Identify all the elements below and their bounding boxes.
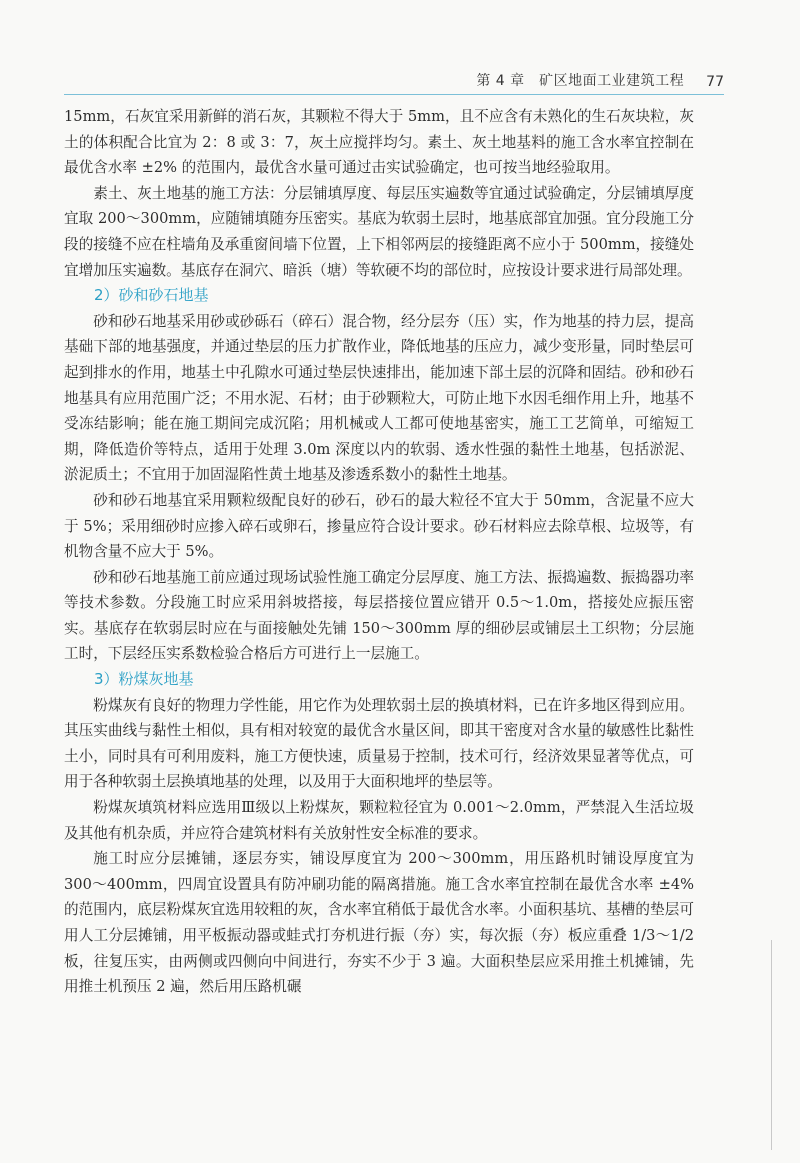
running-header — [64, 62, 724, 95]
section-heading-sand-gravel: 2）砂和砂石地基 — [94, 286, 209, 305]
paragraph-continuation: 15mm，石灰宜采用新鲜的消石灰，其颗粒不得大于 5mm，且不应含有未熟化的生石灰块粒，灰土的体积配合比宜为 2：8 或 3：7，灰土应搅拌均匀。素土、灰土地基料的施工含水率宜控制在最优含水率 ±2% 的范围内，最优含水量可通过击实试验确定，也可按当地经验取用。 — [64, 108, 694, 177]
paragraph-construction-method: 素土、灰土地基的施工方法：分层铺填厚度、每层压实遍数等宜通过试验确定，分层铺填厚度宜取 200～300mm，应随铺填随夯压密实。基底为软弱土层时，地基底部宜加强。宜分段施工分段的接缝不应在柱墙角及承重窗间墙下位置，上下相邻两层的接缝距离不应小于 500mm，接缝处宜增加压实遍数。基底存在洞穴、暗浜（塘）等软硬不均的部位时，应按设计要求进行局部处理。 — [64, 184, 694, 279]
page-edge-line — [771, 940, 772, 1150]
paragraph-fly-ash-material: 粉煤灰填筑材料应选用Ⅲ级以上粉煤灰，颗粒粒径宜为 0.001～2.0mm，严禁混入生活垃圾及其他有机杂质，并应符合建筑材料有关放射性安全标准的要求。 — [64, 799, 694, 842]
page-number: 77 — [706, 74, 724, 90]
section-heading-fly-ash: 3）粉煤灰地基 — [94, 670, 194, 689]
paragraph-sand-gravel-intro: 砂和砂石地基采用砂或砂砾石（碎石）混合物，经分层夯（压）实，作为地基的持力层，提高基础下部的地基强度，并通过垫层的压力扩散作业，降低地基的压应力，减少变形量，同时垫层可起到排水的作用，地基土中孔隙水可通过垫层快速排出，能加速下部土层的沉降和固结。砂和砂石地基具有应用范围广泛；不用水泥、石材；由于砂颗粒大，可防止地下水因毛细作用上升，地基不受冻结影响；能在施工期间完成沉陷；用机械或人工都可使地基密实，施工工艺简单，可缩短工期，降低造价等特点，适用于处理 3.0m 深度以内的软弱、透水性强的黏性土地基，包括淤泥、淤泥质土；不宜用于加固湿陷性黄土地基及渗透系数小的黏性土地基。 — [64, 312, 694, 484]
page-body — [64, 104, 694, 1000]
paragraph-fly-ash-construction: 施工时应分层摊铺，逐层夯实，铺设厚度宜为 200～300mm，用压路机时铺设厚度宜为 300～400mm，四周宜设置具有防冲刷功能的隔离措施。施工含水率宜控制在最优含水率 ±4% 的范围内，底层粉煤灰宜选用较粗的灰，含水率宜稍低于最优含水率。小面积基坑、基槽的垫层可用人工分层摊铺，用平板振动器或蛙式打夯机进行振（夯）实，每次振（夯）板应重叠 1/3～1/2 板，往复压实，由两侧或四侧向中间进行，夯实不少于 3 遍。大面积垫层应采用推土机摊铺，先用推土机预压 2 遍，然后用压路机碾 — [64, 850, 694, 996]
paragraph-fly-ash-intro: 粉煤灰有良好的物理力学性能，用它作为处理软弱土层的换填材料，已在许多地区得到应用。其压实曲线与黏性土相似，具有相对较宽的最优含水量区间，即其干密度对含水量的敏感性比黏性土小，同时具有可利用废料，施工方便快速，质量易于控制，技术可行，经济效果显著等优点，可用于各种软弱土层换填地基的处理，以及用于大面积地坪的垫层等。 — [64, 696, 694, 791]
chapter-title: 第 4 章 矿区地面工业建筑工程 — [476, 73, 685, 89]
paragraph-sand-gravel-material: 砂和砂石地基宜采用颗粒级配良好的砂石，砂石的最大粒径不宜大于 50mm，含泥量不应大于 5%；采用细砂时应掺入碎石或卵石，掺量应符合设计要求。砂石材料应去除草根、垃圾等，有机物含量不应大于 5%。 — [64, 491, 694, 561]
paragraph-sand-gravel-construction: 砂和砂石地基施工前应通过现场试验性施工确定分层厚度、施工方法、振捣遍数、振捣器功率等技术参数。分段施工时应采用斜坡搭接，每层搭接位置应错开 0.5～1.0m，搭接处应振压密实。基底存在软弱层时应在与面接触处先铺 150～300mm 厚的细砂层或铺层土工织物；分层施工时，下层经压实系数检验合格后方可进行上一层施工。 — [64, 568, 694, 663]
